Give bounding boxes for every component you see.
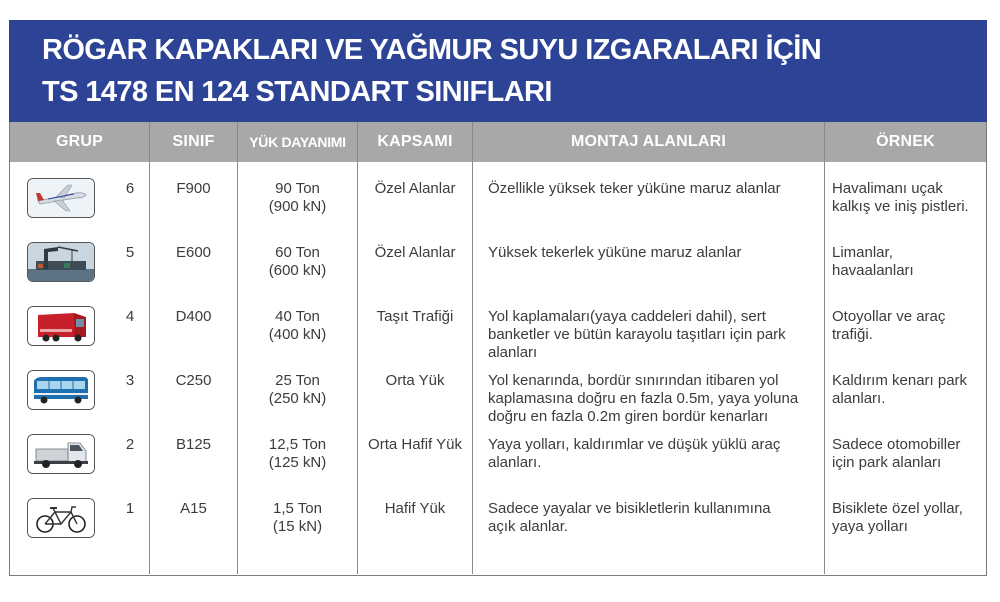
yuk-ton: 1,5 Ton <box>273 500 322 517</box>
table-row <box>10 308 986 372</box>
montaj-line: kaplamasına doğru en fazla 0.5m, yaya yoluna <box>488 390 799 407</box>
montaj-line: Yol kenarında, bordür sınırından itibaren yol <box>488 372 779 389</box>
sinif-value: F900 <box>176 180 211 197</box>
montaj-value <box>488 372 822 426</box>
ornek-line: Limanlar, <box>832 244 893 261</box>
kapsam-value: Hafif Yük <box>384 500 446 517</box>
montaj-value <box>488 180 822 198</box>
montaj-line: Yüksek tekerlek yüküne maruz alanlar <box>488 244 742 261</box>
port-crane-icon <box>27 242 95 282</box>
ornek-line: havaalanları <box>832 262 914 279</box>
ornek-value <box>832 372 986 408</box>
ornek-value <box>832 244 986 280</box>
standards-table <box>9 122 987 576</box>
yuk-value <box>238 436 357 472</box>
yuk-value <box>238 372 357 408</box>
montaj-line: açık alanlar. <box>488 518 569 535</box>
yuk-kn: (250 kN) <box>268 390 327 407</box>
yuk-kn: (125 kN) <box>268 454 327 471</box>
sinif-value: D400 <box>175 308 212 325</box>
ornek-line: Kaldırım kenarı park <box>832 372 968 389</box>
grup-value: 2 <box>125 436 135 453</box>
yuk-ton: 40 Ton <box>275 308 320 325</box>
kapsam-value: Taşıt Trafiği <box>376 308 454 325</box>
ornek-line: trafiği. <box>832 326 873 343</box>
bicycle-icon <box>27 498 95 538</box>
table-row <box>10 436 986 500</box>
title-line-1: RÖGAR KAPAKLARI VE YAĞMUR SUYU IZGARALARI İÇİN <box>42 34 822 66</box>
ornek-line: Otoyollar ve araç <box>832 308 946 325</box>
montaj-value <box>488 500 822 536</box>
table-row <box>10 244 986 308</box>
ornek-value <box>832 436 986 472</box>
montaj-line: Özellikle yüksek teker yüküne maruz alanlar <box>488 180 781 197</box>
header-montaj-alanlari: MONTAJ ALANLARI <box>571 133 726 150</box>
yuk-ton: 90 Ton <box>275 180 320 197</box>
grup-value: 6 <box>125 180 135 197</box>
montaj-line: banketler ve bütün karayolu taşıtları için park <box>488 326 786 343</box>
yuk-ton: 60 Ton <box>275 244 320 261</box>
kapsam-value: Özel Alanlar <box>374 244 456 261</box>
montaj-value <box>488 244 822 262</box>
ornek-value <box>832 180 986 216</box>
montaj-value <box>488 308 822 362</box>
table-row <box>10 180 986 244</box>
bus-icon <box>27 370 95 410</box>
header-yuk-dayanimi: YÜK DAYANIMI <box>249 134 346 150</box>
table-row <box>10 372 986 436</box>
yuk-value <box>238 180 357 216</box>
montaj-line: alanları. <box>488 454 542 471</box>
airplane-icon <box>27 178 95 218</box>
montaj-line: Yaya yolları, kaldırımlar ve düşük yüklü araç <box>488 436 781 453</box>
header-sinif: SINIF <box>172 133 215 150</box>
truck-icon <box>27 306 95 346</box>
ornek-line: Bisiklete özel yollar, <box>832 500 963 517</box>
pickup-truck-icon <box>27 434 95 474</box>
document <box>9 20 987 576</box>
yuk-kn: (600 kN) <box>268 262 327 279</box>
sinif-value: C250 <box>175 372 212 389</box>
table-header <box>10 122 986 162</box>
kapsam-value: Özel Alanlar <box>374 180 456 197</box>
grup-value: 1 <box>125 500 135 517</box>
yuk-kn: (900 kN) <box>268 198 327 215</box>
montaj-line: alanları <box>488 344 538 361</box>
yuk-ton: 12,5 Ton <box>268 436 327 453</box>
yuk-kn: (15 kN) <box>272 518 323 535</box>
montaj-line: Yol kaplamaları(yaya caddeleri dahil), sert <box>488 308 766 325</box>
header-ornek: ÖRNEK <box>876 133 935 150</box>
ornek-line: yaya yolları <box>832 518 908 535</box>
grup-value: 4 <box>125 308 135 325</box>
sinif-value: B125 <box>175 436 212 453</box>
table-row <box>10 500 986 564</box>
yuk-kn: (400 kN) <box>268 326 327 343</box>
montaj-value <box>488 436 822 472</box>
montaj-line: Sadece yayalar ve bisikletlerin kullanımına <box>488 500 771 517</box>
ornek-value <box>832 308 986 344</box>
yuk-value <box>238 500 357 536</box>
ornek-line: Havalimanı uçak <box>832 180 943 197</box>
kapsam-value: Orta Yük <box>385 372 445 389</box>
kapsam-value: Orta Hafif Yük <box>368 436 462 453</box>
yuk-ton: 25 Ton <box>275 372 320 389</box>
ornek-value <box>832 500 986 536</box>
ornek-line: için park alanları <box>832 454 942 471</box>
grup-value: 3 <box>125 372 135 389</box>
sinif-value: E600 <box>175 244 212 261</box>
sinif-value: A15 <box>180 500 207 517</box>
title-line-2: TS 1478 EN 124 STANDART SINIFLARI <box>42 76 552 108</box>
ornek-line: Sadece otomobiller <box>832 436 961 453</box>
montaj-line: doğru en fazla 0.2m giren bordür kenarları <box>488 408 769 425</box>
title-banner <box>9 20 987 122</box>
grup-value: 5 <box>125 244 135 261</box>
yuk-value <box>238 308 357 344</box>
header-grup: GRUP <box>55 133 104 150</box>
yuk-value <box>238 244 357 280</box>
ornek-line: kalkış ve iniş pistleri. <box>832 198 969 215</box>
header-kapsami: KAPSAMI <box>377 133 453 150</box>
ornek-line: alanları. <box>832 390 886 407</box>
